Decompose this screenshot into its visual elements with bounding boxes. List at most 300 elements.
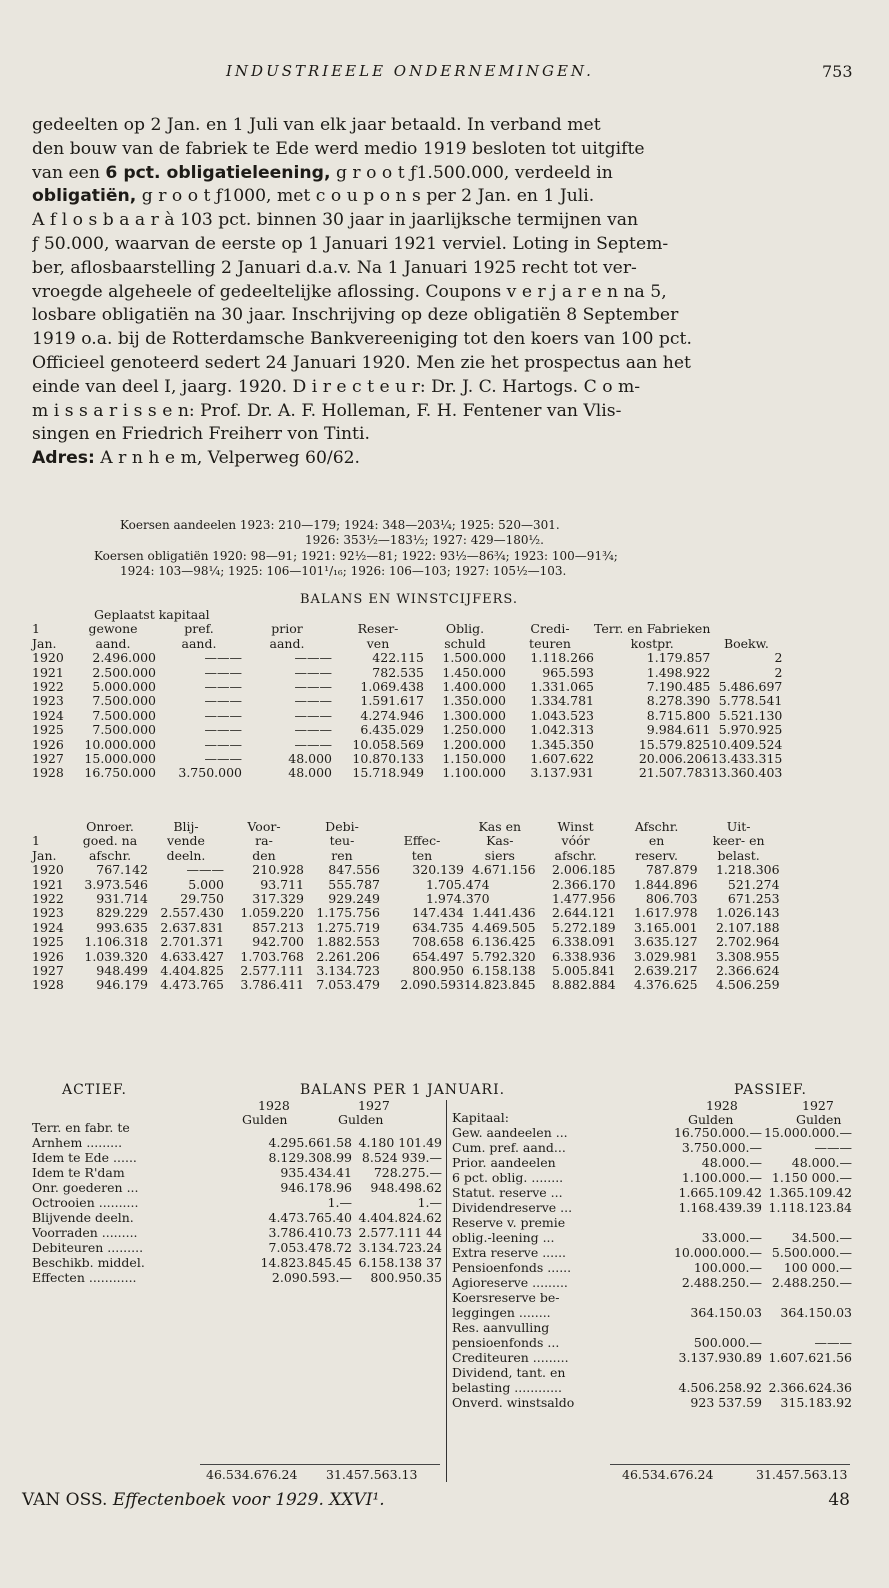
table-header-row	[32, 637, 782, 651]
table-cell: 555.787	[328, 876, 380, 892]
liability-row	[452, 1185, 852, 1200]
table-cell: 4.274.946	[360, 707, 424, 723]
table-cell: 1.400.000	[442, 679, 506, 695]
table-cell: 2.637.831	[160, 919, 224, 935]
body-line: losbare obligatiën na 30 jaar. Inschrijving op deze obligatiën 8 September	[32, 305, 679, 326]
value-1927: 1.150 000.—	[771, 1170, 852, 1185]
liability-row	[452, 1380, 852, 1395]
capital-table	[32, 608, 782, 781]
value-1928: 1.168.439.39	[678, 1200, 762, 1215]
value-1927: 2.366.624.36	[768, 1380, 852, 1395]
table-cell: 6.338.936	[551, 948, 616, 964]
value-1928	[670, 1215, 762, 1230]
table-cell: 1.043.523	[530, 707, 594, 723]
table-row	[32, 723, 782, 737]
header-cell: 1	[32, 621, 40, 637]
table-cell: 5.272.189	[551, 919, 616, 935]
item-label: Arnhem .........	[32, 1135, 123, 1150]
item-label: Dividendreserve ...	[452, 1200, 573, 1215]
liability-row	[452, 1245, 852, 1260]
table-cell: 4.633.427	[160, 948, 224, 964]
item-label: Dividend, tant. en	[452, 1365, 566, 1380]
table-row	[32, 892, 780, 906]
header-cell: Terr. en Fabrieken	[594, 621, 711, 637]
table-cell: 4.671.156	[471, 862, 536, 878]
table-cell: 1.250.000	[442, 722, 506, 738]
table-cell: 1.617.978	[633, 905, 698, 921]
running-title: INDUSTRIEELE ONDERNEMINGEN.	[226, 62, 594, 80]
table-cell: 2	[774, 664, 783, 680]
header-cell: schuld	[444, 635, 486, 651]
table-cell: 1.703.768	[240, 948, 304, 964]
table-cell: 1.331.065	[530, 679, 594, 695]
table-cell: 1928	[32, 977, 64, 993]
table-cell: 7.500.000	[92, 693, 156, 709]
liability-row	[452, 1290, 852, 1305]
table-cell: 1.974.370	[425, 891, 490, 907]
body-text	[32, 114, 850, 471]
bond-prices-line: Koersen obligatiën 1920: 98—91; 1921: 92½—81; 1922: 93½—86¾; 1923: 100—91¾;	[94, 549, 618, 563]
table-cell: 1.350.000	[442, 693, 506, 709]
year-1927-left: 1927	[358, 1098, 390, 1113]
year-1927-right: 1927	[802, 1098, 834, 1113]
header-cell: 1	[32, 833, 40, 849]
year-1928-left: 1928	[258, 1098, 290, 1113]
value-1927: 34.500.—	[791, 1230, 852, 1245]
table-cell: 1.882.553	[316, 934, 380, 950]
table-cell: ———	[294, 664, 332, 680]
liability-row	[452, 1260, 852, 1275]
table-header-row	[32, 622, 782, 636]
table-cell: 2.261.206	[316, 948, 380, 964]
value-1927: 1.118.123.84	[768, 1200, 852, 1215]
value-1928: 935.434.41	[280, 1165, 352, 1180]
value-1928: 4.506.258.92	[678, 1380, 762, 1395]
table-cell: 3.029.981	[633, 948, 698, 964]
value-1927: 3.134.723.24	[358, 1240, 442, 1255]
header-cell: Debi-	[325, 819, 359, 834]
value-1928: 364.150.03	[690, 1305, 762, 1320]
table-cell: 8.278.390	[646, 693, 711, 709]
liability-row	[452, 1200, 852, 1215]
item-label: Pensioenfonds ......	[452, 1260, 572, 1275]
header-cell: afschr.	[88, 847, 132, 863]
table-cell: 1921	[32, 876, 64, 892]
header-cell: Geplaatst kapitaal	[94, 607, 210, 622]
value-1928: 1.100.000.—	[681, 1170, 762, 1185]
value-1928	[670, 1320, 762, 1335]
header-cell: Kas en	[478, 819, 522, 834]
liability-row	[452, 1125, 852, 1140]
table-cell: 1.179.857	[646, 650, 711, 666]
table-cell: ———	[204, 679, 242, 695]
table-cell: 1.026.143	[715, 905, 780, 921]
item-label: Cum. pref. aand...	[452, 1140, 566, 1155]
table-cell: 1.275.719	[316, 919, 380, 935]
address-value: A r n h e m, Velperweg 60/62.	[94, 448, 361, 469]
table-cell: 5.970.925	[718, 722, 783, 738]
table-cell: 2.500.000	[92, 664, 156, 680]
header-cell: Blij-	[173, 819, 199, 834]
asset-row	[32, 1270, 442, 1285]
table-cell: 2.366.170	[551, 876, 616, 892]
item-label: Koersreserve be-	[452, 1290, 560, 1305]
table-cell: 3.165.001	[633, 919, 698, 935]
header-cell: Voor-	[247, 819, 281, 834]
value-1928: 16.750.000.—	[673, 1125, 762, 1140]
header-cell: afschr.	[554, 847, 597, 863]
item-label: Idem te R'dam	[32, 1165, 125, 1180]
footer	[22, 1490, 850, 1516]
body-line: singen en Friedrich Freiherr von Tinti.	[32, 424, 370, 445]
body-line	[32, 162, 850, 186]
value-1927: 1.365.109.42	[768, 1185, 852, 1200]
header-cell: aand.	[269, 635, 305, 651]
table-cell: 942.700	[252, 934, 304, 950]
table-cell: 4.376.625	[633, 977, 698, 993]
value-1928: 48.000.—	[701, 1155, 762, 1170]
table-cell: 1.100.000	[442, 765, 506, 781]
value-1927: 4.180 101.49	[358, 1135, 442, 1150]
header-cell: Credi-	[530, 621, 570, 637]
table-cell: 654.497	[412, 948, 464, 964]
value-1928	[670, 1110, 762, 1125]
table-cell: 1924	[32, 919, 64, 935]
table-cell: 7.053.479	[316, 977, 380, 993]
table-cell: 2.006.185	[551, 862, 616, 878]
header-cell	[32, 608, 70, 622]
item-label: Voorraden .........	[32, 1225, 138, 1240]
table-cell: 931.714	[96, 891, 148, 907]
table-cell: 1.218.306	[715, 862, 780, 878]
value-1927: 6.158.138 37	[358, 1255, 442, 1270]
header-cell: Afschr.	[634, 819, 679, 834]
page-number: 753	[822, 62, 853, 81]
table-cell: 1927	[32, 963, 64, 979]
table-cell: 320.139	[412, 862, 464, 878]
assets-total-1927: 31.457.563.13	[326, 1467, 418, 1482]
table-cell: ———	[204, 707, 242, 723]
table-cell: 3.134.723	[316, 963, 380, 979]
table-cell: 2.577.111	[240, 963, 304, 979]
table-cell: 4.473.765	[160, 977, 224, 993]
item-label: Onverd. winstsaldo	[452, 1395, 575, 1410]
table-cell: 767.142	[96, 862, 148, 878]
assets-total-1928: 46.534.676.24	[206, 1467, 298, 1482]
header-cell	[242, 608, 332, 622]
table-cell: ———	[294, 736, 332, 752]
table-cell: 1.059.220	[240, 905, 304, 921]
table-cell: 1.334.781	[530, 693, 594, 709]
table-cell: 1921	[32, 664, 64, 680]
table-cell: 7.190.485	[646, 679, 711, 695]
book-title: Effectenboek voor 1929.	[112, 1490, 324, 1510]
table-cell: ———	[204, 736, 242, 752]
table-cell: 1.591.617	[360, 693, 424, 709]
table-cell: 10.000.000	[84, 736, 156, 752]
year-1928-right: 1928	[706, 1098, 738, 1113]
value-1928: 1.665.109.42	[678, 1185, 762, 1200]
table-header-row	[32, 834, 780, 848]
table-header-row	[32, 849, 780, 863]
value-1928: 4.295.661.58	[268, 1135, 352, 1150]
table-cell: 3.973.546	[84, 876, 148, 892]
value-1928: 3.137.930.89	[678, 1350, 762, 1365]
liability-row	[452, 1230, 852, 1245]
table-cell: 806.703	[645, 891, 698, 907]
table-cell: 16.750.000	[84, 765, 156, 781]
body-line: m i s s a r i s s e n: Prof. Dr. A. F. Holleman, F. H. Fentener van Vlis-	[32, 400, 622, 421]
table-cell: 48.000	[288, 751, 332, 767]
table-cell: 993.635	[96, 919, 148, 935]
table-cell: ———	[204, 650, 242, 666]
table-cell: 1.450.000	[442, 664, 506, 680]
header-cell	[332, 608, 424, 622]
table-cell: 829.229	[96, 905, 148, 921]
table-row	[32, 752, 782, 766]
table-cell: ———	[204, 664, 242, 680]
liability-row	[452, 1215, 852, 1230]
table-row	[32, 964, 780, 978]
table-cell: 1926	[32, 736, 64, 752]
header-cell: Kas-	[486, 833, 514, 849]
table-cell: 1.200.000	[442, 736, 506, 752]
table-cell: 1925	[32, 722, 64, 738]
table-cell: 3.635.127	[633, 934, 698, 950]
value-1927	[352, 1120, 442, 1135]
header-cell: en	[648, 833, 665, 849]
table-row	[32, 906, 780, 920]
item-label: belasting ............	[452, 1380, 562, 1395]
item-label: Crediteuren .........	[452, 1350, 569, 1365]
item-label: Gew. aandeelen ...	[452, 1125, 568, 1140]
asset-row	[32, 1210, 442, 1225]
table-row	[32, 921, 780, 935]
header-cell: keer- en	[712, 833, 765, 849]
item-label: oblig.-leening ...	[452, 1230, 555, 1245]
item-label: Statut. reserve ...	[452, 1185, 563, 1200]
item-label: Res. aanvulling	[452, 1320, 550, 1335]
liabilities-total-1927: 31.457.563.13	[756, 1467, 848, 1482]
liabilities-total-1928: 46.534.676.24	[622, 1467, 714, 1482]
sheet-number: 48	[828, 1490, 850, 1510]
value-1928: 100.000.—	[693, 1260, 762, 1275]
table-cell: 3.750.000	[178, 765, 242, 781]
table-row	[32, 950, 780, 964]
value-1927: 315.183.92	[780, 1395, 852, 1410]
header-cell: Uit-	[726, 819, 751, 834]
header-cell: teuren	[529, 635, 571, 651]
liability-row	[452, 1110, 852, 1125]
liabilities-list	[452, 1110, 852, 1410]
body-line: den bouw van de fabriek te Ede werd medio 1919 besloten tot uitgifte	[32, 138, 645, 159]
table-cell: 946.179	[96, 977, 148, 993]
table-cell: 6.338.091	[551, 934, 616, 950]
table-cell: 1922	[32, 891, 64, 907]
table-cell: 1.175.756	[316, 905, 380, 921]
table-cell: 1923	[32, 905, 64, 921]
table-cell: 2.702.964	[715, 934, 780, 950]
item-label: Onr. goederen ...	[32, 1180, 139, 1195]
header-cell: Jan.	[32, 847, 57, 863]
volume-mark: XXVI¹.	[329, 1490, 385, 1510]
table-cell: 1922	[32, 679, 64, 695]
table-cell: 1.441.436	[471, 905, 536, 921]
table-cell: 1927	[32, 751, 64, 767]
body-line: 1919 o.a. bij de Rotterdamsche Bankvereeniging tot den koers van 100 pct.	[32, 329, 692, 350]
item-label: Beschikb. middel.	[32, 1255, 145, 1270]
table-row	[32, 680, 782, 694]
table-cell: 1.844.896	[633, 876, 698, 892]
table-cell: 9.984.611	[646, 722, 711, 738]
item-label: Blijvende deeln.	[32, 1210, 134, 1225]
table-cell: 521.274	[727, 876, 780, 892]
table-cell: 15.000.000	[84, 751, 156, 767]
header-cell: vende	[167, 833, 205, 849]
item-label: Kapitaal:	[452, 1110, 509, 1125]
header-cell: kostpr.	[630, 635, 674, 651]
value-1927: 48.000.—	[791, 1155, 852, 1170]
currency-left-2: Gulden	[338, 1112, 384, 1127]
table-cell: 634.735	[412, 919, 464, 935]
asset-row	[32, 1150, 442, 1165]
value-1927: 15.000.000.—	[763, 1125, 852, 1140]
table-cell: 1.106.318	[84, 934, 148, 950]
address-label: Adres:	[32, 448, 95, 469]
table-cell: 929.249	[328, 891, 380, 907]
table-cell: ———	[186, 862, 224, 878]
liability-row	[452, 1305, 852, 1320]
header-cell: deeln.	[166, 847, 206, 863]
table-row	[32, 978, 780, 992]
table-header-row	[32, 820, 780, 834]
table-cell: 2.639.217	[633, 963, 698, 979]
value-1928	[670, 1290, 762, 1305]
table-row	[32, 863, 780, 877]
table-cell: 4.506.259	[715, 977, 780, 993]
table-cell: 1.500.000	[442, 650, 506, 666]
table-cell: 1.345.350	[530, 736, 594, 752]
table-cell: 1920	[32, 650, 64, 666]
item-label: Octrooien ..........	[32, 1195, 139, 1210]
body-text-run: g r o o t ƒ1000, met c o u p o n s per 2 Jan. en 1 Juli.	[136, 186, 595, 207]
body-line: einde van deel I, jaarg. 1920. D i r e c t e u r: Dr. J. C. Hartogs. C o m-	[32, 376, 641, 397]
value-1928: 10.000.000.—	[673, 1245, 762, 1260]
table-cell: 20.006.206	[638, 751, 711, 767]
currency-left-1: Gulden	[242, 1112, 288, 1127]
table-cell: 10.058.569	[352, 736, 424, 752]
table-cell: 2.557.430	[160, 905, 224, 921]
assets-list	[32, 1120, 442, 1285]
value-1927: 100 000.—	[783, 1260, 852, 1275]
header-cell	[424, 608, 506, 622]
value-1927: 4.404.824.62	[358, 1210, 442, 1225]
running-head	[0, 62, 889, 86]
table-cell: 6.435.029	[360, 722, 424, 738]
value-1927	[762, 1215, 852, 1230]
value-1927: 948.498.62	[370, 1180, 442, 1195]
header-cell: ven	[366, 635, 390, 651]
table-row	[32, 878, 780, 892]
asset-row	[32, 1180, 442, 1195]
body-line: ƒ 50.000, waarvan de eerste op 1 Januari 1921 verviel. Loting in Septem-	[32, 233, 669, 254]
header-cell: Reser-	[357, 621, 399, 637]
publisher-name: VAN OSS.	[22, 1490, 108, 1510]
assets-total-rule	[200, 1464, 440, 1465]
header-cell: aand.	[95, 635, 131, 651]
body-line	[32, 447, 850, 471]
value-1927: 1.607.621.56	[768, 1350, 852, 1365]
liability-row	[452, 1140, 852, 1155]
value-1928: 923 537.59	[690, 1395, 762, 1410]
table-cell: 2.644.121	[551, 905, 616, 921]
value-1928: 500.000.—	[693, 1335, 762, 1350]
table-cell: 1.118.266	[530, 650, 594, 666]
bonds-label: obligatiën,	[32, 186, 137, 207]
table-cell: 1.039.320	[84, 948, 148, 964]
table-cell: 4.404.825	[160, 963, 224, 979]
body-line: Officieel genoteerd sedert 24 Januari 1920. Men zie het prospectus aan het	[32, 352, 691, 373]
body-line: gedeelten op 2 Jan. en 1 Juli van elk jaar betaald. In verband met	[32, 115, 601, 135]
liability-row	[452, 1350, 852, 1365]
body-line: ber, aflosbaarstelling 2 Januari d.a.v. Na 1 Januari 1925 recht tot ver-	[32, 257, 637, 278]
table-row	[32, 651, 782, 665]
table-cell: 1925	[32, 934, 64, 950]
value-1927	[762, 1320, 852, 1335]
table-cell: 782.535	[372, 664, 424, 680]
table-row	[32, 709, 782, 723]
item-label: 6 pct. oblig. ........	[452, 1170, 564, 1185]
table-cell: 21.507.783	[638, 765, 711, 781]
table-cell: 8.882.884	[551, 977, 616, 993]
header-cell: Onroer.	[86, 819, 134, 834]
asset-row	[32, 1120, 442, 1135]
assets-heading: ACTIEF.	[62, 1082, 127, 1098]
table-cell: ———	[204, 693, 242, 709]
header-cell: gewone	[88, 621, 138, 637]
value-1927: 1.—	[417, 1195, 442, 1210]
header-cell: Winst	[557, 819, 594, 834]
value-1928: 3.786.410.73	[268, 1225, 352, 1240]
liability-row	[452, 1335, 852, 1350]
table-cell: 1.150.000	[442, 751, 506, 767]
value-1928: 2.090.593.—	[271, 1270, 352, 1285]
value-1928: 1.—	[327, 1195, 352, 1210]
table-cell: 3.786.411	[240, 977, 304, 993]
header-cell	[32, 820, 72, 834]
header-cell: aand.	[181, 635, 217, 651]
value-1927	[762, 1365, 852, 1380]
body-text-run: van een	[32, 162, 106, 183]
table-cell: 1.069.438	[360, 679, 424, 695]
liabilities-heading: PASSIEF.	[734, 1082, 807, 1098]
table-cell: 3.137.931	[530, 765, 594, 781]
table-cell: 6.136.425	[471, 934, 536, 950]
table-row	[32, 766, 782, 780]
header-cell: teu-	[329, 833, 355, 849]
header-cell: ra-	[255, 833, 273, 849]
table-cell: ———	[294, 679, 332, 695]
value-1928: 4.473.765.40	[268, 1210, 352, 1225]
table-cell: 147.434	[412, 905, 464, 921]
item-label: pensioenfonds ...	[452, 1335, 560, 1350]
table-row	[32, 666, 782, 680]
table-cell: 2.496.000	[92, 650, 156, 666]
header-cell: prior	[271, 621, 303, 637]
header-cell: vóór	[561, 833, 590, 849]
item-label: Reserve v. premie	[452, 1215, 566, 1230]
table-cell: ———	[204, 751, 242, 767]
